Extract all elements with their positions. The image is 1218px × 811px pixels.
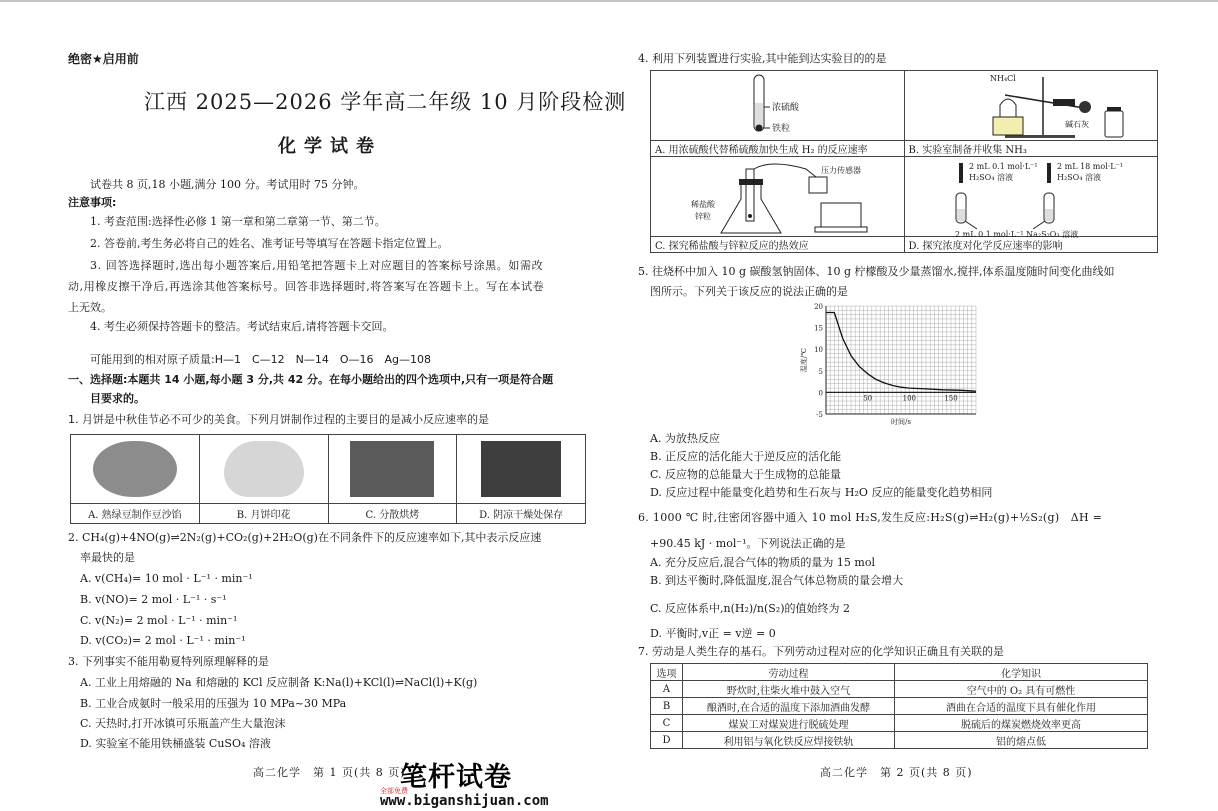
q7-cell: C	[651, 715, 683, 732]
q7-stem: 7. 劳动是人类生存的基石。下列劳动过程对应的化学知识正确且有关联的是	[638, 645, 1004, 658]
svg-text:压力传感器: 压力传感器	[821, 166, 861, 175]
svg-text:铁粒: 铁粒	[772, 124, 791, 134]
svg-text:浓硫酸: 浓硫酸	[772, 103, 800, 113]
watermark-tag: 全部免费	[380, 787, 408, 795]
page-footer-2: 高二化学 第 2 页(共 8 页)	[820, 766, 973, 779]
q2-option-b: B. v(NO)= 2 mol · L⁻¹ · s⁻¹	[80, 593, 227, 606]
q4-option-b: B. 实验室制备并收集 NH₃	[904, 141, 1158, 157]
watermark-url[interactable]: www.biganshijuan.com	[380, 793, 549, 809]
svg-text:-5: -5	[816, 411, 823, 419]
page-footer-1: 高二化学 第 1 页(共 8 页)	[253, 766, 406, 779]
mung-bean-photo	[93, 441, 177, 497]
q1-option-a: A. 熟绿豆制作豆沙馅	[71, 504, 200, 524]
svg-text:50: 50	[863, 394, 873, 403]
note-item: 动,用橡皮擦干净后,再选涂其他答案标号。回答非选择题时,将答案写在答题卡上。写在本试卷	[68, 280, 545, 293]
note-item: 2. 答卷前,考生务必将自己的姓名、准考证号等填写在答题卡指定位置上。	[90, 237, 449, 250]
svg-text:2 mL 0.1 mol·L⁻¹ Na₂S₂O₃ 溶液: 2 mL 0.1 mol·L⁻¹ Na₂S₂O₃ 溶液	[954, 230, 1078, 239]
q7-cell: 空气中的 O₂ 具有可燃性	[895, 681, 1148, 698]
q7-cell: 野炊时,往柴火堆中鼓入空气	[683, 681, 895, 698]
q3-stem: 3. 下列事实不能用勒夏特列原理解释的是	[68, 655, 269, 668]
svg-text:100: 100	[902, 394, 917, 403]
q5-option-b: B. 正反应的活化能大于逆反应的活化能	[650, 450, 842, 463]
section-1-heading-cont: 目要求的。	[90, 392, 145, 405]
svg-text:碱石灰: 碱石灰	[1064, 120, 1089, 129]
q6-option-d: D. 平衡时,v正 = v逆 = 0	[650, 627, 776, 640]
q3-option-a: A. 工业上用熔融的 Na 和熔融的 KCl 反应制备 K:Na(l)+KCl(l)⇌NaCl(l)+K(g)	[80, 676, 478, 689]
q4-option-a: A. 用浓硫酸代替稀硫酸加快生成 H₂ 的反应速率	[651, 141, 905, 157]
exam-subtitle: 化学试卷	[278, 136, 382, 157]
svg-text:锌粒: 锌粒	[695, 212, 711, 221]
q6-option-b: B. 到达平衡时,降低温度,混合气体总物质的量会增大	[650, 574, 904, 587]
q7-cell: 酿酒时,在合适的温度下添加酒曲发酵	[683, 698, 895, 715]
svg-text:20: 20	[814, 303, 823, 311]
q1-option-d: D. 阴凉干燥处保存	[457, 504, 586, 524]
watermark-brand: 笔杆试卷	[400, 762, 512, 793]
q4-option-c: C. 探究稀盐酸与锌粒反应的热效应	[651, 237, 905, 253]
q7-cell: B	[651, 698, 683, 715]
q5-option-c: C. 反应物的总能量大于生成物的总能量	[650, 468, 842, 481]
table-row	[651, 681, 1148, 698]
page-2	[638, 0, 1158, 811]
note-item: 上无效。	[68, 301, 112, 314]
note-item: 3. 回答选择题时,选出每小题答案后,用铅笔把答题卡上对应题目的答案标号涂黑。如需改	[90, 259, 544, 272]
ammonia-apparatus-figure	[945, 71, 1145, 141]
q2-option-a: A. v(CH₄)= 10 mol · L⁻¹ · min⁻¹	[80, 572, 253, 585]
svg-text:稀盐酸: 稀盐酸	[691, 200, 715, 209]
q2-stem: 2. CH₄(g)+4NO(g)⇌2N₂(g)+CO₂(g)+2H₂O(g)在不同条件下的反应速率如下,其中表示反应速	[68, 531, 542, 544]
q7-header: 选项	[651, 664, 683, 681]
q6-option-a: A. 充分反应后,混合气体的物质的量为 15 mol	[650, 556, 875, 569]
q7-cell: 酒曲在合适的温度下具有催化作用	[895, 698, 1148, 715]
svg-text:0: 0	[818, 389, 823, 398]
svg-text:2 mL 0.1 mol·L⁻¹: 2 mL 0.1 mol·L⁻¹	[968, 162, 1038, 171]
q1-option-b: B. 月饼印花	[199, 504, 328, 524]
table-row	[651, 732, 1148, 749]
q4-apparatus-table	[650, 70, 1158, 253]
mooncake-storage-photo	[481, 441, 561, 497]
q7-cell: 脱硫后的煤炭燃烧效率更高	[895, 715, 1148, 732]
q7-header: 化学知识	[895, 664, 1148, 681]
svg-text:NH₄Cl: NH₄Cl	[989, 74, 1016, 83]
notes-heading: 注意事项:	[68, 196, 117, 209]
q6-option-c: C. 反应体系中,n(H₂)/n(S₂)的值始终为 2	[650, 602, 850, 615]
svg-text:150: 150	[944, 394, 958, 403]
svg-text:2 mL 18 mol·L⁻¹: 2 mL 18 mol·L⁻¹	[1056, 162, 1123, 171]
baking-tray-photo	[350, 441, 434, 497]
q4-option-d: D. 探究浓度对化学反应速率的影响	[904, 237, 1158, 253]
q5-stem-cont: 图所示。下列关于该反应的说法正确的是	[650, 285, 848, 298]
q3-option-b: B. 工业合成氨时一般采用的压强为 10 MPa~30 MPa	[80, 697, 347, 710]
q7-cell: D	[651, 732, 683, 749]
q1-stem: 1. 月饼是中秋佳节必不可少的美食。下列月饼制作过程的主要目的是减小反应速率的是	[68, 413, 489, 426]
note-item: 4. 考生必须保持答题卡的整洁。考试结束后,请将答题卡交回。	[90, 320, 394, 333]
q4-stem: 4. 利用下列装置进行实验,其中能到达实验目的的是	[638, 52, 887, 65]
q1-option-c: C. 分散烘烤	[328, 504, 457, 524]
temperature-time-chart	[798, 300, 998, 428]
svg-text:温度/℃: 温度/℃	[800, 347, 808, 373]
exam-intro: 试卷共 8 页,18 小题,满分 100 分。考试用时 75 分钟。	[90, 178, 365, 191]
q4-cell-d-figure	[904, 157, 1158, 237]
q4-cell-b-figure	[904, 71, 1158, 141]
svg-text:5: 5	[818, 367, 823, 376]
q4-cell-a-figure	[651, 71, 905, 141]
exam-title: 江西 2025—2026 学年高二年级 10 月阶段检测	[144, 90, 627, 114]
confidential-label: 绝密★启用前	[68, 52, 139, 66]
svg-text:H₂SO₄ 溶液: H₂SO₄ 溶液	[968, 173, 1013, 182]
q3-option-c: C. 天热时,打开冰镇可乐瓶盖产生大量泡沫	[80, 717, 286, 730]
q7-cell: 铝的熔点低	[895, 732, 1148, 749]
q7-cell: A	[651, 681, 683, 698]
q6-stem: 6. 1000 ℃ 时,往密闭容器中通入 10 mol H₂S,发生反应:H₂S(g)⇌H₂(g)+½S₂(g) ΔH =	[638, 511, 1103, 524]
svg-text:10: 10	[814, 346, 823, 355]
svg-text:15: 15	[814, 324, 823, 333]
q1-options-table	[70, 434, 586, 524]
page-1	[68, 0, 627, 811]
q7-cell: 利用铝与氧化铁反应焊接铁轨	[683, 732, 895, 749]
q5-stem: 5. 往烧杯中加入 10 g 碳酸氢钠固体、10 g 柠檬酸及少量蒸馏水,搅拌,体系温度随时间变化曲线如	[638, 265, 1115, 278]
q7-header: 劳动过程	[683, 664, 895, 681]
test-tube-iron-figure	[746, 73, 866, 143]
q2-stem-cont: 率最快的是	[80, 551, 135, 564]
q7-table	[650, 663, 1148, 749]
section-1-heading: 一、选择题:本题共 14 小题,每小题 3 分,共 42 分。在每小题给出的四个选项中,只有一项是符合题	[68, 373, 554, 386]
note-item: 1. 考查范围:选择性必修 1 第一章和第二章第一节、第二节。	[90, 215, 386, 228]
atomic-masses: 可能用到的相对原子质量:H—1 C—12 N—14 O—16 Ag—108	[90, 353, 432, 366]
svg-text:时间/s: 时间/s	[891, 418, 911, 426]
pressure-sensor-figure	[681, 159, 901, 239]
q6-stem-cont: +90.45 kJ · mol⁻¹。下列说法正确的是	[650, 537, 846, 550]
q7-cell: 煤炭工对煤炭进行脱硫处理	[683, 715, 895, 732]
table-row	[651, 698, 1148, 715]
chart-plot	[798, 300, 998, 428]
svg-text:H₂SO₄ 溶液: H₂SO₄ 溶液	[1056, 173, 1101, 182]
q3-option-d: D. 实验室不能用铁桶盛装 CuSO₄ 溶液	[80, 737, 271, 750]
test-tube-comparison-figure	[915, 159, 1165, 239]
q2-option-d: D. v(CO₂)= 2 mol · L⁻¹ · min⁻¹	[80, 634, 246, 647]
q5-option-a: A. 为放热反应	[650, 432, 720, 445]
table-row	[651, 715, 1148, 732]
q2-option-c: C. v(N₂)= 2 mol · L⁻¹ · min⁻¹	[80, 614, 238, 627]
q4-cell-c-figure	[651, 157, 905, 237]
q5-option-d: D. 反应过程中能量变化趋势和生石灰与 H₂O 反应的能量变化趋势相同	[650, 486, 993, 499]
mooncake-print-photo	[224, 441, 304, 497]
